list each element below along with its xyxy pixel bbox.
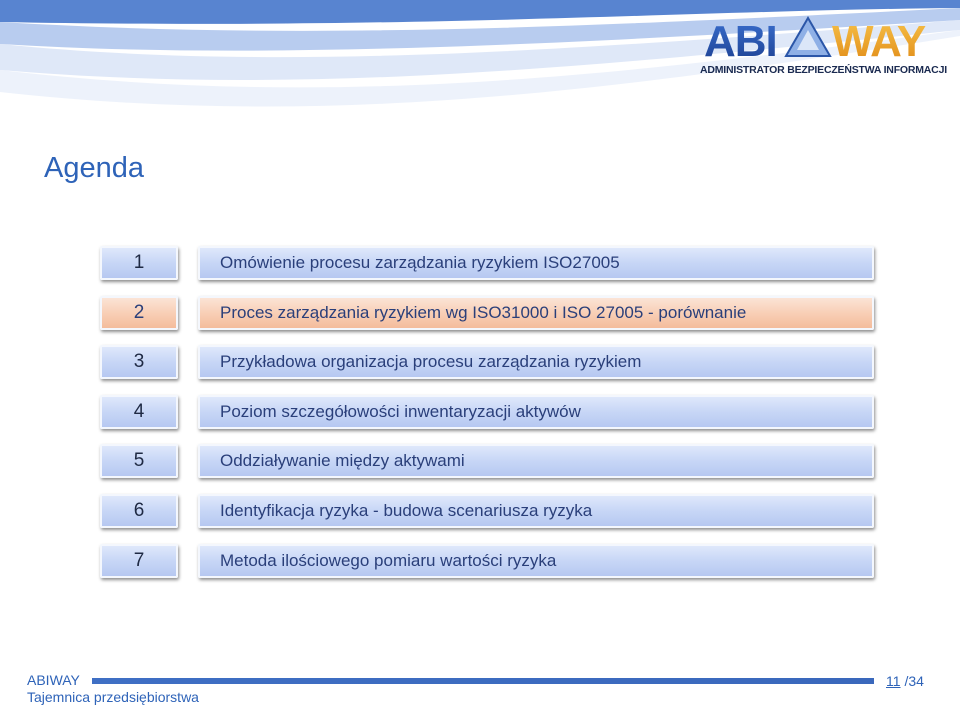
footer-divider (92, 678, 874, 684)
agenda-item-label: Identyfikacja ryzyka - budowa scenariusza ryzyka (198, 494, 874, 528)
agenda-item-label: Poziom szczegółowości inwentaryzacji aktywów (198, 395, 874, 429)
agenda-item-number: 6 (100, 494, 178, 528)
agenda-item-label: Przykładowa organizacja procesu zarządzania ryzykiem (198, 345, 874, 379)
agenda-item[interactable] (100, 544, 874, 582)
page-title: Agenda (44, 152, 144, 184)
page-number (886, 673, 924, 689)
agenda-item[interactable] (100, 246, 874, 284)
agenda-item-label: Omówienie procesu zarządzania ryzykiem ISO27005 (198, 246, 874, 280)
agenda-item-number: 5 (100, 444, 178, 478)
agenda-item-number: 1 (100, 246, 178, 280)
page-current: 11 (886, 673, 901, 689)
agenda-item-number: 7 (100, 544, 178, 578)
footer-org: ABIWAY (27, 672, 80, 688)
abiway-logo-icon (700, 12, 940, 62)
agenda-item[interactable] (100, 345, 874, 383)
agenda-item-label: Proces zarządzania ryzykiem wg ISO31000 i ISO 27005 - porównanie (198, 296, 874, 330)
agenda-item-label: Oddziaływanie między aktywami (198, 444, 874, 478)
logo-tagline: ADMINISTRATOR BEZPIECZEŃSTWA INFORMACJI (700, 64, 947, 76)
agenda-item-number: 4 (100, 395, 178, 429)
svg-text:ABI: ABI (704, 17, 777, 62)
agenda-item[interactable] (100, 395, 874, 433)
page-total: /34 (904, 673, 924, 689)
abiway-logo (700, 12, 947, 82)
agenda-item-selected[interactable] (100, 296, 874, 334)
agenda-item-number: 3 (100, 345, 178, 379)
svg-text:WAY: WAY (832, 17, 926, 62)
footer-classification: Tajemnica przedsiębiorstwa (27, 689, 199, 705)
agenda-item-number: 2 (100, 296, 178, 330)
agenda-item-label: Metoda ilościowego pomiaru wartości ryzyka (198, 544, 874, 578)
agenda-item[interactable] (100, 494, 874, 532)
agenda-item[interactable] (100, 444, 874, 482)
